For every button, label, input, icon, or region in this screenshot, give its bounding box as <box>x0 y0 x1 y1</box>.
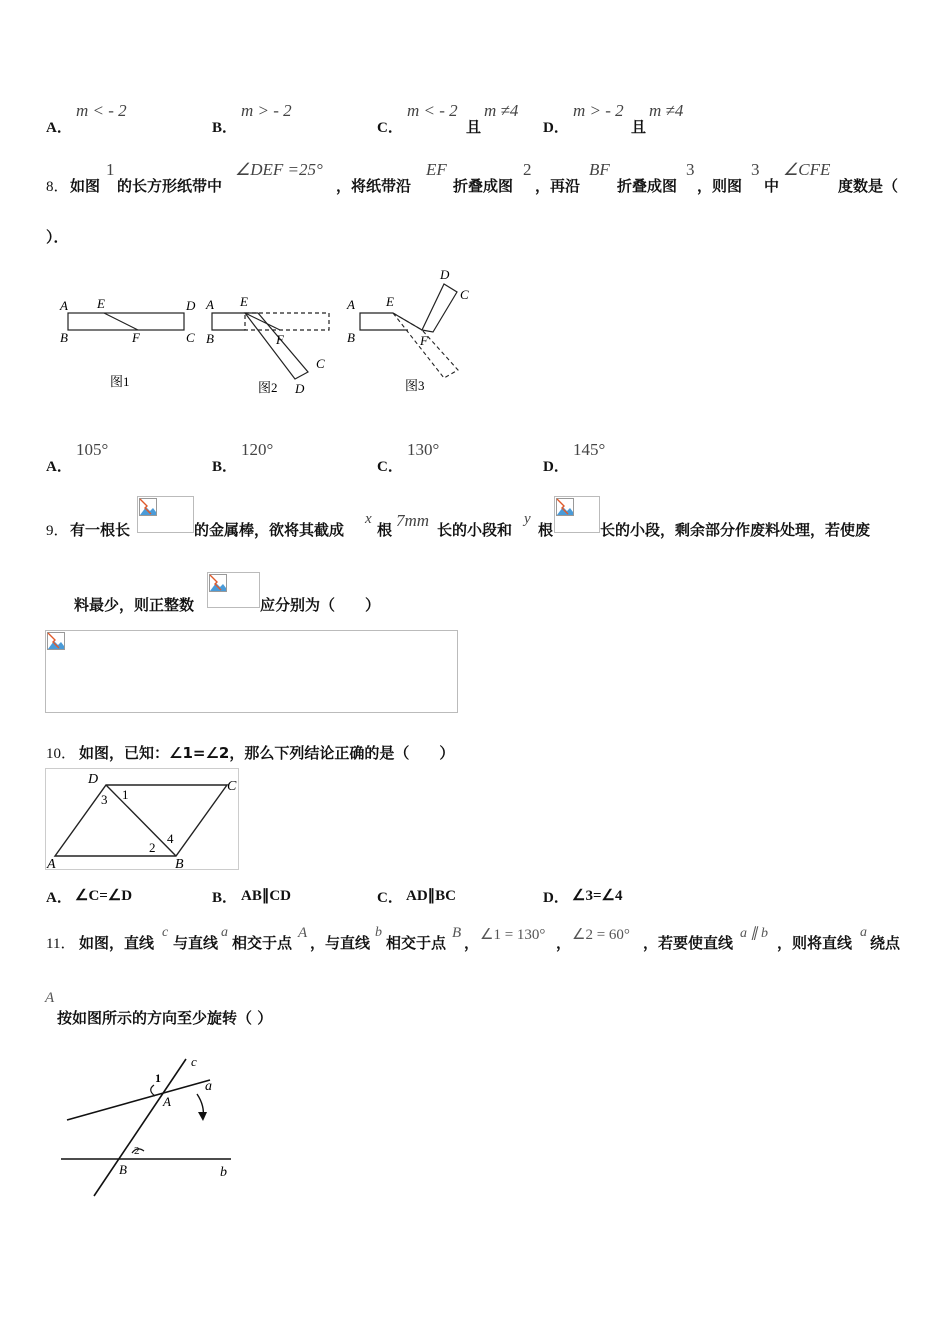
q8-label-a: A <box>60 298 68 313</box>
q11-text: ， <box>464 934 480 952</box>
q11-number: 11． <box>46 936 76 952</box>
q8-text: ）． <box>46 228 69 246</box>
q11-point-a: A <box>45 990 55 1006</box>
q11-label-b-line: b <box>220 1165 227 1180</box>
q10-option-c-value: AD∥BC <box>406 888 457 904</box>
q7-option-b-label: B． <box>212 120 238 136</box>
q7-option-d-expr2: m ≠4 <box>649 101 684 120</box>
q10-stem: 如图，已知：∠1=∠2，那么下列结论正确的是（ ） <box>79 744 455 762</box>
q8-folding-figure <box>40 262 480 402</box>
q8-option-a-value: 105° <box>76 440 109 459</box>
q8-label-f: F <box>420 333 428 348</box>
q8-line-ef: EF <box>426 160 447 179</box>
q9-broken-image-2 <box>554 496 600 533</box>
q11-label-angle-2: 2 <box>134 1145 140 1157</box>
q8-label-b: B <box>206 331 214 346</box>
q9-text: 有一根长 <box>70 521 131 539</box>
q8-label-e: E <box>386 294 394 309</box>
q10-option-c-label: C． <box>377 890 403 906</box>
q8-text: ，则图 <box>697 177 743 195</box>
q7-option-d-conj: 且 <box>631 118 647 136</box>
q8-label-a: A <box>347 297 355 312</box>
q8-text: 如图 <box>70 177 101 195</box>
q8-fig-ref: 2 <box>523 160 532 179</box>
q8-option-c-value: 130° <box>407 440 440 459</box>
q11-line-c: c <box>162 925 169 940</box>
q8-number: 8． <box>46 179 69 195</box>
q10-diagonal-bd <box>106 785 176 856</box>
q11-text: 与直线 <box>173 934 219 952</box>
q8-angle-cfe: ∠CFE <box>783 160 831 179</box>
q8-fig-ref: 3 <box>751 160 760 179</box>
q8-label-c: C <box>460 287 469 302</box>
q10-label-c: C <box>227 779 237 794</box>
q7-option-c-expr1: m < - 2 <box>407 101 458 120</box>
q11-text: ，若要使直线 <box>643 934 734 952</box>
q9-length: 7mm <box>396 511 430 530</box>
q8-fig2-dashed-strip <box>245 313 329 330</box>
q10-number: 10． <box>46 746 77 762</box>
q8-label-f: F <box>132 330 140 345</box>
q7-option-c-expr2: m ≠4 <box>484 101 519 120</box>
q10-angle-1: 1 <box>122 787 129 802</box>
broken-image-icon <box>209 574 227 592</box>
q9-text: 根 <box>377 521 393 539</box>
q8-option-c-label: C． <box>377 459 403 475</box>
q9-text: 的金属棒，欲将其截成 <box>194 521 345 539</box>
q11-text: ， <box>556 934 572 952</box>
q11-label-point-a: A <box>163 1094 171 1109</box>
q10-label-a: A <box>47 857 56 870</box>
q9-var-y: y <box>524 511 531 527</box>
q11-line-a-drawing <box>67 1080 210 1120</box>
q8-text: ，将纸带沿 <box>336 177 412 195</box>
q8-option-a-label: A． <box>46 459 72 475</box>
q10-option-b-value: AB∥CD <box>241 888 292 904</box>
q11-text: 按如图所示的方向至少旋转（ ） <box>57 1009 273 1027</box>
q10-option-a-label: A． <box>46 890 72 906</box>
broken-image-icon <box>139 498 157 516</box>
q8-option-b-value: 120° <box>241 440 274 459</box>
q10-option-d-label: D． <box>543 890 569 906</box>
q9-options-broken-image <box>45 630 458 713</box>
q7-option-a-label: A． <box>46 120 72 136</box>
q9-broken-image-3 <box>207 572 260 608</box>
broken-image-icon <box>47 632 65 650</box>
broken-image-icon <box>556 498 574 516</box>
q8-label-e: E <box>97 296 105 311</box>
q8-label-b: B <box>347 330 355 345</box>
q8-fig1-fold-line <box>104 313 138 330</box>
q9-text: 长的小段和 <box>437 521 513 539</box>
q8-fig1-strip <box>68 313 184 330</box>
q8-fig2-caption: 图2 <box>258 380 278 395</box>
q11-text: 绕点 <box>870 934 901 952</box>
q7-option-c-label: C． <box>377 120 403 136</box>
q11-text: 相交于点 <box>232 934 293 952</box>
q8-text: ，再沿 <box>535 177 581 195</box>
q7-option-a-expr: m < - 2 <box>76 101 127 120</box>
q10-angle-2: 2 <box>149 840 156 855</box>
q8-fig3-caption: 图3 <box>405 378 425 393</box>
q11-point-a: A <box>298 925 308 941</box>
q11-text: ，与直线 <box>310 934 371 952</box>
q7-option-d-label: D． <box>543 120 569 136</box>
q8-text: 度数是（ <box>838 177 899 195</box>
q11-text: ，则将直线 <box>777 934 853 952</box>
q8-fig-ref: 3 <box>686 160 695 179</box>
q10-angle-4: 4 <box>167 831 174 846</box>
q11-label-a-line: a <box>205 1079 212 1094</box>
q10-angle-3: 3 <box>101 792 108 807</box>
q8-label-d: D <box>186 298 196 313</box>
q11-line-a: a <box>860 925 867 940</box>
q11-angle-1: ∠1 = 130° <box>480 927 546 943</box>
q11-text: 如图，直线 <box>79 934 155 952</box>
q9-text: 根 <box>538 521 554 539</box>
q9-broken-image-1 <box>137 496 194 533</box>
q11-parallel-condition: a ∥ b <box>740 926 768 941</box>
q8-text: 折叠成图 <box>617 177 678 195</box>
q8-line-bf: BF <box>589 160 610 179</box>
q10-option-d-value: ∠3=∠4 <box>572 888 623 904</box>
q8-label-a: A <box>206 297 214 312</box>
q8-label-b: B <box>60 330 68 345</box>
q9-text: 料最少，则正整数 <box>74 596 195 614</box>
q8-label-f: F <box>276 332 284 347</box>
q9-var-x: x <box>365 511 372 527</box>
q8-label-c: C <box>186 330 195 345</box>
q8-text: 的长方形纸带中 <box>117 177 223 195</box>
q11-label-angle-1: 1 <box>155 1071 161 1085</box>
q10-parallelogram-figure <box>45 768 239 870</box>
q8-option-b-label: B． <box>212 459 238 475</box>
q11-label-c: c <box>191 1054 197 1069</box>
q9-text: 应分别为（ ） <box>260 596 381 614</box>
q8-label-c: C <box>316 356 325 371</box>
q10-label-b: B <box>175 857 184 870</box>
q11-line-c-drawing <box>94 1059 186 1196</box>
q11-line-a: a <box>221 925 228 940</box>
q8-angle-def: ∠DEF =25° <box>235 160 323 179</box>
q9-number: 9． <box>46 523 69 539</box>
q7-option-b-expr: m > - 2 <box>241 101 292 120</box>
q11-angle-2: ∠2 = 60° <box>572 927 630 943</box>
q11-point-b: B <box>452 925 462 941</box>
q8-label-e: E <box>240 294 248 309</box>
q8-label-d: D <box>440 267 450 282</box>
q9-text: 长的小段，剩余部分作废料处理，若使废 <box>600 521 871 539</box>
q10-option-a-value: ∠C=∠D <box>75 888 133 904</box>
q8-fig1-caption: 图1 <box>110 374 130 389</box>
q8-option-d-value: 145° <box>573 440 606 459</box>
q8-label-d: D <box>295 381 305 396</box>
q10-option-b-label: B． <box>212 890 238 906</box>
q8-text: 中 <box>764 177 780 195</box>
q11-line-b: b <box>375 925 382 940</box>
q11-text: 相交于点 <box>386 934 447 952</box>
q7-option-c-conj: 且 <box>466 118 482 136</box>
q8-option-d-label: D． <box>543 459 569 475</box>
q11-rotation-figure <box>55 1050 240 1200</box>
q8-fig3-folded-part <box>422 284 457 332</box>
q10-label-d: D <box>88 772 99 787</box>
q7-option-d-expr1: m > - 2 <box>573 101 624 120</box>
q8-fig-ref: 1 <box>106 160 115 179</box>
q11-label-point-b: B <box>119 1162 127 1177</box>
q8-text: 折叠成图 <box>453 177 514 195</box>
